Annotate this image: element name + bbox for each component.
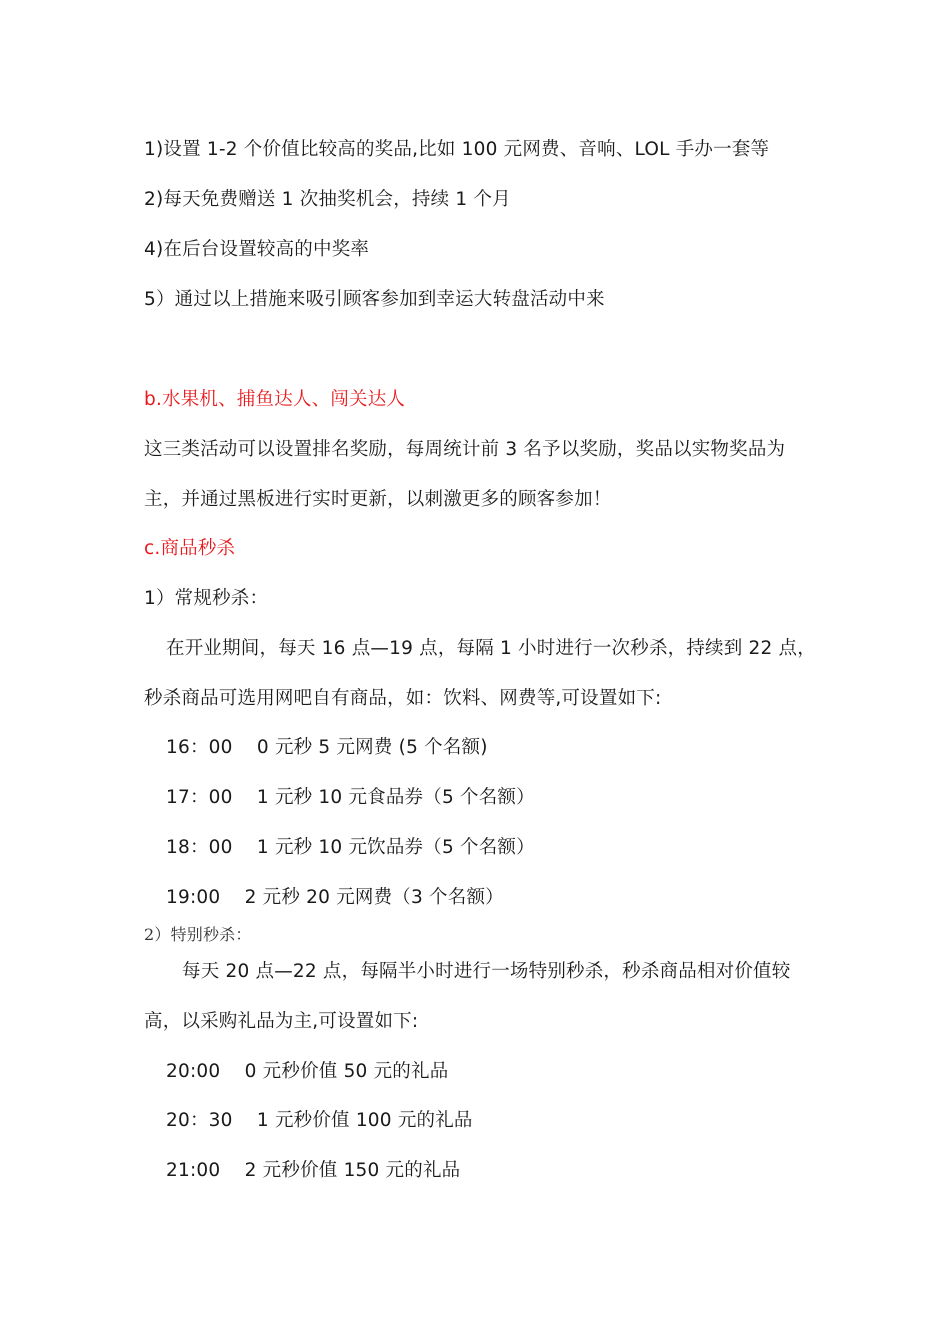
- list-item-attract-customers: 5）通过以上措施来吸引顾客参加到幸运大转盘活动中来: [144, 289, 605, 310]
- list-item-free-draw: 2)每天免费赠送 1 次抽奖机会，持续 1 个月: [144, 189, 511, 210]
- regular-sale-item-1900: 19:00 2 元秒 20 元网费（3 个名额）: [166, 887, 504, 908]
- section-c-heading: c.商品秒杀: [144, 538, 236, 559]
- special-sale-item-2000: 20:00 0 元秒价值 50 元的礼品: [166, 1061, 449, 1082]
- list-item-win-rate: 4)在后台设置较高的中奖率: [144, 239, 370, 260]
- special-flash-sale-paragraph-line1: 每天 20 点—22 点，每隔半小时进行一场特别秒杀，秒杀商品相对价值较: [182, 961, 791, 982]
- special-flash-sale-title: 2）特别秒杀：: [144, 925, 252, 944]
- special-sale-item-2100: 21:00 2 元秒价值 150 元的礼品: [166, 1160, 461, 1181]
- list-item-prize-setup: 1)设置 1-2 个价值比较高的奖品,比如 100 元网费、音响、LOL 手办一套等: [144, 139, 770, 160]
- regular-sale-item-1600: 16：00 0 元秒 5 元网费 (5 个名额): [166, 737, 488, 758]
- special-flash-sale-paragraph-line2: 高，以采购礼品为主,可设置如下:: [144, 1011, 419, 1032]
- regular-sale-item-1700: 17：00 1 元秒 10 元食品券（5 个名额）: [166, 787, 535, 808]
- regular-flash-sale-paragraph-line1: 在开业期间，每天 16 点—19 点，每隔 1 小时进行一次秒杀，持续到 22 点，: [166, 638, 816, 659]
- special-sale-item-2030: 20：30 1 元秒价值 100 元的礼品: [166, 1110, 473, 1131]
- section-b-paragraph-line2: 主，并通过黑板进行实时更新，以刺激更多的顾客参加！: [144, 489, 612, 510]
- regular-flash-sale-title: 1）常规秒杀：: [144, 588, 269, 609]
- section-b-paragraph-line1: 这三类活动可以设置排名奖励，每周统计前 3 名予以奖励，奖品以实物奖品为: [144, 439, 786, 460]
- regular-sale-item-1800: 18：00 1 元秒 10 元饮品券（5 个名额）: [166, 837, 535, 858]
- section-b-heading: b.水果机、捕鱼达人、闯关达人: [144, 389, 406, 410]
- regular-flash-sale-paragraph-line2: 秒杀商品可选用网吧自有商品，如：饮料、网费等,可设置如下:: [144, 688, 662, 709]
